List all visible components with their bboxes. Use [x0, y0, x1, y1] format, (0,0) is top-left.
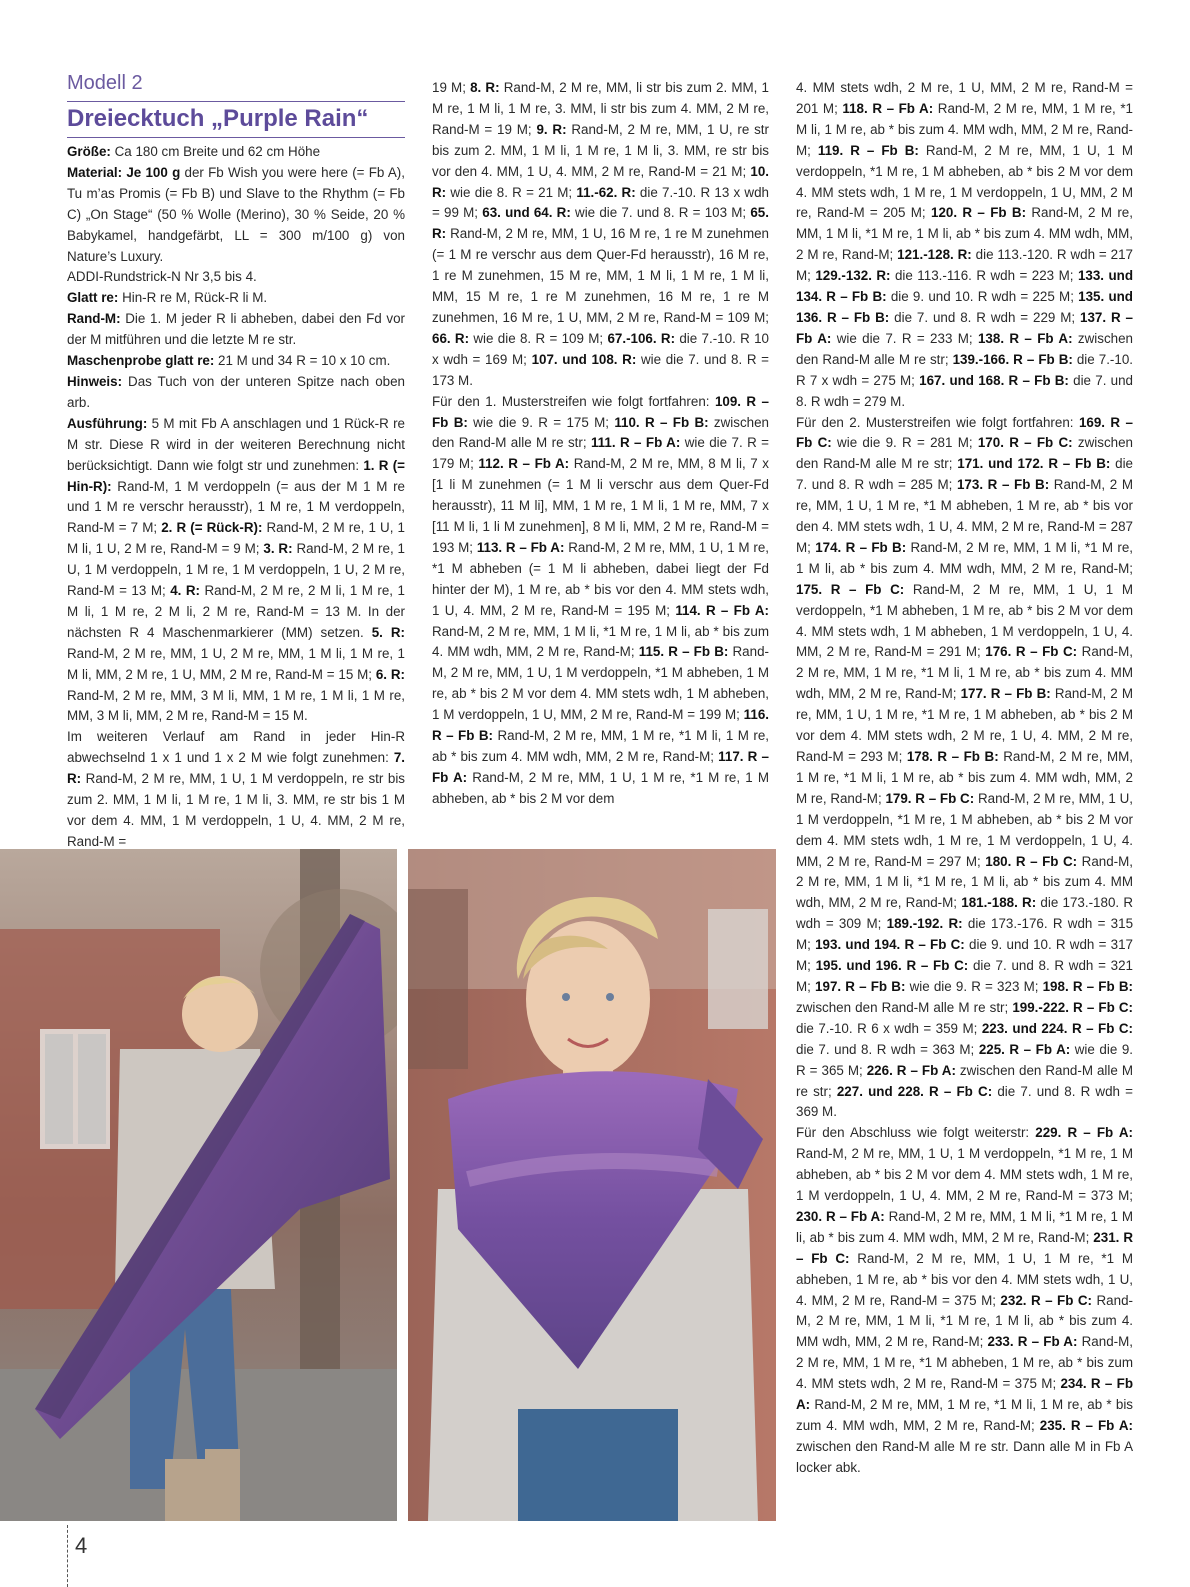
row-label: 193. und 194. R – Fb C: — [815, 937, 965, 953]
row-label: 133. und 134. R – Fb B: — [796, 268, 1133, 305]
paragraph-label: Rand-M: — [67, 311, 121, 327]
paragraph — [67, 288, 405, 309]
row-label: 180. R – Fb C: — [985, 853, 1078, 869]
row-label: 111. R – Fb A: — [590, 435, 681, 451]
paragraph — [67, 372, 405, 414]
row-label: 226. R – Fb A: — [866, 1062, 956, 1078]
row-label: 67.-106. R: — [607, 330, 676, 346]
paragraph-text: 19 M; 8. R: Rand-M, 2 M re, MM, li str bis zum 2. MM, 1 M re, 1 M li, 1 M re, 3. MM, li str bis zum 4. MM, 2 M re, Rand-M = 19 M; 9. R: Rand-M, 2 M re, MM, 1 U, re str bis zum 2. MM, 1 M li, 1 M re, 1 M li, 3. MM, re str bis vor den 4. MM, 1 U, 4. MM, 2 M re, Rand-M = 21 M; 10. R: wie die 8. R = 21 M; 11.-62. R: die 7.-10. R 13 x wdh = 99 M; 63. und 64. R: wie die 7. und 8. R = 103 M; 65. R: Rand-M, 2 M re, MM, 1 U, 16 M re, 1 re M zunehmen (= 1 M re verschr aus dem Quer-Fd herausstr), 16 M re, 1 re M zunehmen, 15 M re, MM, 1 M li, 1 M re, 1 M li, MM, 15 M re, 1 re M zunehmen, 16 M re, 1 re M zunehmen, 16 M re, 1 U, MM, 2 M re, Rand-M = 109 M; 66. R: wie die 8. R = 109 M; 67.-106. R: die 7.-10. R 10 x wdh = 169 M; 107. und 108. R: wie die 7. und 8. R = 173 M. — [432, 80, 769, 388]
paragraph-text: der Fb Wish you were here (= Fb A), Tu m’as Promis (= Fb B) und Slave to the Rhythm (= Fb C) „On Stage“ (50 % Wolle (Merino), 30 % Seide, 20 % Babykamel, handgefärbt, LL = 300 m/100 g) von Nature’s Luxury. — [67, 164, 405, 264]
row-label: 233. R – Fb A: — [987, 1334, 1078, 1350]
paragraph — [67, 267, 405, 288]
row-label: 138. R – Fb A: — [977, 330, 1073, 346]
row-label: 7. R: — [67, 750, 405, 787]
row-label: 117. R – Fb A: — [432, 749, 769, 785]
row-label: 230. R – Fb A: — [796, 1208, 885, 1224]
row-label: 189.-192. R: — [886, 916, 963, 932]
article-title: Dreiecktuch „Purple Rain“ — [67, 101, 405, 138]
row-label: 6. R: — [375, 666, 405, 682]
paragraph-text: Für den 2. Musterstreifen wie folgt fortfahren: 169. R – Fb C: wie die 9. R = 281 M; 170. R – Fb C: zwischen den Rand-M alle M re str; 171. und 172. R – Fb B: die 7. und 8. R wdh = 285 M; 173. R – Fb B: Rand-M, 2 M re, MM, 1 U, 1 M re, *1 M abheben, 1 M re, ab * bis vor den 4. MM stets wdh, 1 U, 4. MM, 2 M re, Rand-M = 287 M; 174. R – Fb B: Rand-M, 2 M re, MM, 1 M li, *1 M re, 1 M li, ab * bis zum 4. MM wdh, MM, 2 M re, Rand-M; 175. R – Fb C: Rand-M, 2 M re, MM, 1 U, 1 M verdoppeln, *1 M abheben, 1 M re, ab * bis 2 M vor dem 4. MM stets wdh, 1 M abheben, 1 M verdoppeln, 1 U, 4. MM, 2 M re, Rand-M = 291 M; 176. R – Fb C: Rand-M, 2 M re, MM, 1 M re, *1 M li, 1 M re, ab * bis zum 4. MM wdh, MM, 2 M re, Rand-M; 177. R – Fb B: Rand-M, 2 M re, MM, 1 U, 1 M re, *1 M re, 1 M abheben, ab * bis 2 M vor dem 4. MM stets wdh, 2 M re, 1 U, 4. MM, 2 M re, Rand-M = 293 M; 178. R – Fb B: Rand-M, 2 M re, MM, 1 M re, *1 M li, 1 M re, ab * bis zum 4. MM wdh, MM, 2 M re, Rand-M; 179. R – Fb C: Rand-M, 2 M re, MM, 1 U, 1 M verdoppeln, *1 M re, 1 M abheben, ab * bis 2 M vor dem 4. MM stets wdh, 1 M re, 1 M verdoppeln, 1 U, 4. MM, 2 M re, Rand-M = 297 M; 180. R – Fb C: Rand-M, 2 M re, MM, 1 M li, *1 M re, 1 M li, ab * bis zum 4. MM wdh, MM, 2 M re, Rand-M; 181.-188. R: die 173.-180. R wdh = 309 M; 189.-192. R: die 173.-176. R wdh = 315 M; 193. und 194. R – Fb C: die 9. und 10. R wdh = 317 M; 195. und 196. R – Fb C: die 7. und 8. R wdh = 321 M; 197. R – Fb B: wie die 9. R = 323 M; 198. R – Fb B: zwischen den Rand-M alle M re str; 199.-222. R – Fb C: die 7.-10. R 6 x wdh = 359 M; 223. und 224. R – Fb C: die 7. und 8. R wdh = 363 M; 225. R – Fb A: wie die 9. R = 365 M; 226. R – Fb A: zwischen den Rand-M alle M re str; 227. und 228. R – Fb C: die 7. und 8. R wdh = 369 M. — [796, 414, 1134, 1120]
paragraph-text: Ca 180 cm Breite und 62 cm Höhe — [110, 144, 321, 159]
paragraph — [796, 413, 1133, 1124]
row-label: 229. R – Fb A: — [1035, 1125, 1133, 1141]
paragraph-text: Hin-R re M, Rück-R li M. — [118, 290, 268, 306]
row-label: 173. R – Fb B: — [956, 477, 1050, 493]
paragraph-text: Die 1. M jeder R li abheben, dabei den Fd vor der M mitführen und die letzte M re str. — [67, 311, 405, 348]
column-1 — [67, 142, 405, 853]
row-label: 175. R – Fb C: — [796, 581, 905, 597]
row-label: 227. und 228. R – Fb C: — [836, 1083, 993, 1099]
paragraph — [796, 78, 1133, 413]
column-2 — [432, 78, 769, 810]
row-label: 169. R – Fb C: — [796, 414, 1133, 451]
row-label: 234. R – Fb A: — [796, 1376, 1133, 1413]
paragraph — [432, 392, 769, 810]
row-label: 109. R – Fb B: — [432, 393, 769, 430]
row-label: 119. R – Fb B: — [817, 142, 919, 158]
row-label: 195. und 196. R – Fb C: — [815, 958, 969, 974]
row-label: 171. und 172. R – Fb B: — [957, 456, 1111, 472]
row-label: 129.-132. R: — [815, 268, 891, 284]
photo-woman-holding-shawl — [0, 849, 397, 1521]
row-label: 235. R – Fb A: — [1039, 1418, 1133, 1433]
row-label: 10. R: — [432, 163, 769, 200]
row-label: 3. R: — [263, 541, 293, 557]
row-label: 66. R: — [432, 330, 470, 346]
row-label: 121.-128. R: — [897, 247, 972, 263]
row-label: 2. R (= Rück-R): — [161, 520, 263, 536]
row-label: 63. und 64. R: — [482, 205, 571, 221]
paragraph-text: 21 M und 34 R = 10 x 10 cm. — [214, 353, 391, 369]
paragraph-label: Material: Je 100 g — [67, 164, 181, 180]
paragraph — [67, 142, 405, 163]
page-number: 4 — [75, 1533, 88, 1558]
paragraph — [67, 414, 405, 728]
row-label: 112. R – Fb A: — [478, 456, 570, 472]
row-label: 181.-188. R: — [961, 895, 1037, 911]
row-label: 4. R: — [170, 583, 200, 599]
paragraph-text: Für den Abschluss wie folgt weiterstr: 229. R – Fb A: Rand-M, 2 M re, MM, 1 U, 1 M verdoppeln, *1 M re, 1 M abheben, ab * bis 2 M vor dem 4. MM stets wdh, 1 M re, 1 M verdoppeln, 1 U, 4. MM, 2 M re, Rand-M = 373 M; 230. R – Fb A: Rand-M, 2 M re, MM, 1 M li, *1 M re, 1 M li, ab * bis zum 4. MM wdh, MM, 2 M re, Rand-M; 231. R – Fb C: Rand-M, 2 M re, MM, 1 U, 1 M re, *1 M abheben, 1 M re, ab * bis vor den 4. MM stets wdh, 1 U, 4. MM, 2 M re, Rand-M = 375 M; 232. R – Fb C: Rand-M, 2 M re, MM, 1 M li, *1 M re, 1 M li, ab * bis zum 4. MM wdh, MM, 2 M re, Rand-M; 233. R – Fb A: Rand-M, 2 M re, MM, 1 M re, *1 M abheben, 1 M re, ab * bis zum 4. MM stets wdh, 2 M re, Rand-M = 375 M; 234. R – Fb A: Rand-M, 2 M re, MM, 1 M re, *1 M li, 1 M re, ab * bis zum 4. MM wdh, MM, 2 M re, Rand-M; 235. R – Fb A: zwischen den Rand-M alle M re str. Dann alle M in Fb A locker abk. — [796, 1125, 1134, 1475]
row-label: 115. R – Fb B: — [638, 644, 729, 660]
paragraph-label: Glatt re: — [67, 290, 119, 306]
row-label: 170. R – Fb C: — [977, 435, 1073, 451]
row-label: 199.-222. R – Fb C: — [1012, 999, 1133, 1015]
row-label: 5. R: — [371, 624, 405, 640]
row-label: 225. R – Fb A: — [978, 1041, 1071, 1057]
row-label: 11.-62. R: — [576, 184, 636, 200]
paragraph — [796, 1123, 1133, 1478]
row-label: 178. R – Fb B: — [906, 749, 999, 764]
paragraph — [67, 163, 405, 268]
row-label: 198. R – Fb B: — [1042, 978, 1133, 994]
paragraph-text: Im weiteren Verlauf am Rand in jeder Hin-R abwechselnd 1 x 1 und 1 x 2 M wie folgt zunehmen: 7. R: Rand-M, 2 M re, MM, 1 U, 1 M verdoppeln, re str bis zum 2. MM, 1 M li, 1 M re, 1 M li, 3. MM, re str bis 1 M vor dem 4. MM, 1 M verdoppeln, 1 U, 4. MM, 2 M re, Rand-M = — [67, 729, 405, 849]
paragraph-text: Das Tuch von der unteren Spitze nach oben arb. — [67, 373, 405, 410]
paragraph — [432, 78, 769, 392]
row-label: 107. und 108. R: — [531, 351, 637, 367]
paragraph — [67, 309, 405, 351]
paragraph-text: 4. MM stets wdh, 2 M re, 1 U, MM, 2 M re, Rand-M = 201 M; 118. R – Fb A: Rand-M, 2 M re, MM, 1 M re, *1 M li, 1 M re, ab * bis zum 4. MM wdh, MM, 2 M re, Rand-M; 119. R – Fb B: Rand-M, 2 M re, MM, 1 U, 1 M verdoppeln, *1 M re, 1 M abheben, ab * bis 2 M vor dem 4. MM stets wdh, 1 M re, 1 M verdoppeln, 1 U, MM, 2 M re, Rand-M = 205 M; 120. R – Fb B: Rand-M, 2 M re, MM, 1 M li, *1 M re, 1 M li, ab * bis zum 4. MM wdh, MM, 2 M re, Rand-M; 121.-128. R: die 113.-120. R wdh = 217 M; 129.-132. R: die 113.-116. R wdh = 223 M; 133. und 134. R – Fb B: die 9. und 10. R wdh = 225 M; 135. und 136. R – Fb B: die 7. und 8. R wdh = 229 M; 137. R – Fb A: wie die 7. R = 233 M; 138. R – Fb A: zwischen den Rand-M alle M re str; 139.-166. R – Fb B: die 7.-10. R 7 x wdh = 275 M; 167. und 168. R – Fb B: die 7. und 8. R wdh = 279 M. — [796, 80, 1134, 409]
row-label: 1. R (= Hin-R): — [67, 457, 405, 494]
paragraph-label: Maschenprobe glatt re: — [67, 353, 215, 369]
row-label: 174. R – Fb B: — [815, 539, 907, 555]
row-label: 197. R – Fb B: — [815, 978, 906, 994]
row-label: 179. R – Fb C: — [885, 790, 975, 806]
row-label: 167. und 168. R – Fb B: — [919, 372, 1069, 388]
row-label: 137. R – Fb A: — [796, 309, 1133, 346]
row-label: 65. R: — [432, 205, 769, 242]
paragraph-text: Für den 1. Musterstreifen wie folgt fortfahren: 109. R – Fb B: wie die 9. R = 175 M; 110. R – Fb B: zwischen den Rand-M alle M re str; 111. R – Fb A: wie die 7. R = 179 M; 112. R – Fb A: Rand-M, 2 M re, MM, 8 M li, 7 x [1 li M zunehmen (= 1 M li verschr aus dem Quer-Fd herausstr), 11 M li], MM, 1 M re, 1 M li, 1 M re, MM, 7 x [11 M li, 1 li M zunehmen], 8 M li, MM, 2 M re, Rand-M = 193 M; 113. R – Fb A: Rand-M, 2 M re, MM, 1 U, 1 M re, *1 M abheben (= 1 M li abheben, dabei liegt der Fd hinter der M), 1 M re, ab * bis vor den 4. MM stets wdh, 1 U, 4. MM, 2 M re, Rand-M = 195 M; 114. R – Fb A: Rand-M, 2 M re, MM, 1 M li, *1 M re, 1 M li, ab * bis zum 4. MM wdh, MM, 2 M re, Rand-M; 115. R – Fb B: Rand-M, 2 M re, MM, 1 U, 1 M verdoppeln, *1 M abheben, 1 M re, ab * bis 2 M vor dem 4. MM stets wdh, 1 M abheben, 1 M verdoppeln, 1 U, MM, 2 M re, Rand-M = 199 M; 116. R – Fb B: Rand-M, 2 M re, MM, 1 M re, *1 M li, 1 M re, ab * bis zum 4. MM wdh, MM, 2 M re, Rand-M; 117. R – Fb A: Rand-M, 2 M re, MM, 1 U, 1 M re, *1 M re, 1 M abheben, ab * bis 2 M vor dem — [432, 393, 769, 806]
row-label: 114. R – Fb A: — [675, 602, 769, 618]
row-label: 232. R – Fb C: — [1000, 1292, 1093, 1308]
row-label: 135. und 136. R – Fb B: — [796, 289, 1133, 325]
row-label: 110. R – Fb B: — [614, 414, 709, 430]
paragraph-label: Ausführung: — [67, 415, 148, 431]
row-label: 113. R – Fb A: — [476, 539, 565, 555]
row-label: 177. R – Fb B: — [960, 686, 1051, 702]
column-3 — [796, 78, 1133, 1479]
row-label: 231. R – Fb C: — [796, 1229, 1134, 1266]
row-label: 223. und 224. R – Fb C: — [981, 1020, 1133, 1036]
row-label: 118. R – Fb A: — [842, 100, 934, 116]
row-label: 139.-166. R – Fb B: — [952, 351, 1073, 367]
row-label: 9. R: — [536, 121, 567, 137]
photo-woman-wearing-shawl — [408, 849, 776, 1521]
paragraph-text: ADDI-Rundstrick-N Nr 3,5 bis 4. — [67, 269, 257, 285]
row-label: 8. R: — [470, 80, 500, 95]
paragraph-text: 5 M mit Fb A anschlagen und 1 Rück-R re M str. Diese R wird in der weiteren Berechnung nicht berücksichtigt. Dann wie folgt str und zunehmen: 1. R (= Hin-R): Rand-M, 1 M verdoppeln (= aus der M 1 M re und 1 M re verschr herausstr), 1 M re, 1 M verdoppeln, Rand-M = 7 M; 2. R (= Rück-R): Rand-M, 2 M re, 1 U, 1 M li, 1 U, 2 M re, Rand-M = 9 M; 3. R: Rand-M, 2 M re, 1 U, 1 M verdoppeln, 1 M re, 1 M verdoppeln, 1 U, 2 M re, Rand-M = 13 M; 4. R: Rand-M, 2 M re, 2 M li, 1 M re, 1 M li, 1 M re, 2 M li, 2 M re, Rand-M = 13 M. In der nächsten R 4 Maschenmarkierer (MM) setzen. 5. R: Rand-M, 2 M re, MM, 1 U, 2 M re, MM, 1 M li, 1 M re, 1 M li, MM, 2 M re, 1 U, MM, 2 M re, Rand-M = 15 M; 6. R: Rand-M, 2 M re, MM, 3 M li, MM, 1 M re, 1 M li, 1 M re, MM, 3 M li, MM, 2 M re, Rand-M = 15 M. — [67, 415, 405, 724]
page-rule — [67, 1525, 68, 1587]
paragraph-label: Hinweis: — [67, 373, 123, 389]
model-label: Modell 2 — [67, 72, 143, 94]
row-label: 116. R – Fb B: — [432, 707, 769, 744]
row-label: 120. R – Fb B: — [931, 205, 1027, 221]
row-label: 176. R – Fb C: — [985, 644, 1078, 660]
paragraph — [67, 727, 405, 852]
paragraph — [67, 351, 405, 372]
paragraph-label: Größe: — [67, 144, 111, 159]
